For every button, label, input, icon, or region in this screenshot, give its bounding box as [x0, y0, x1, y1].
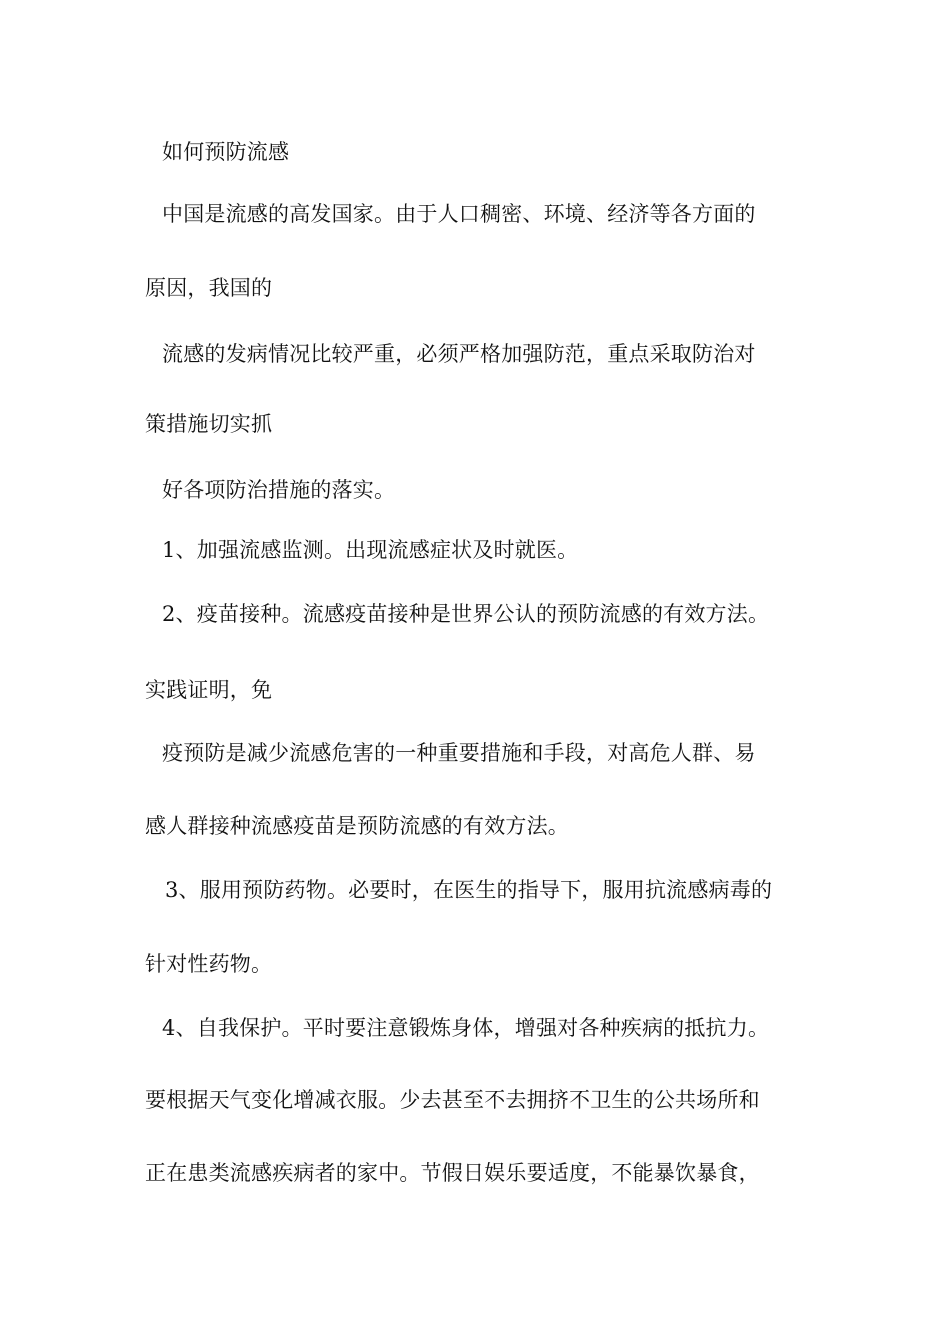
paragraph-line: 好各项防治措施的落实。	[162, 478, 396, 502]
paragraph-line: 要根据天气变化增减衣服。少去甚至不去拥挤不卫生的公共场所和	[145, 1088, 760, 1112]
paragraph-line: 疫预防是减少流感危害的一种重要措施和手段，对高危人群、易	[162, 741, 756, 765]
list-item-4: 4、自我保护。平时要注意锻炼身体，增强对各种疾病的抵抗力。	[162, 1016, 770, 1040]
paragraph-line: 中国是流感的高发国家。由于人口稠密、环境、经济等各方面的	[162, 202, 756, 226]
list-item-1: 1、加强流感监测。出现流感症状及时就医。	[162, 538, 579, 562]
document-title: 如何预防流感	[162, 140, 290, 164]
paragraph-line: 正在患类流感疾病者的家中。节假日娱乐要适度，不能暴饮暴食，	[145, 1161, 760, 1185]
list-item-3: 3、服用预防药物。必要时，在医生的指导下，服用抗流感病毒的	[165, 878, 773, 902]
paragraph-line: 流感的发病情况比较严重，必须严格加强防范，重点采取防治对	[162, 342, 756, 366]
list-item-2: 2、疫苗接种。流感疫苗接种是世界公认的预防流感的有效方法。	[162, 602, 770, 626]
paragraph-line: 感人群接种流感疫苗是预防流感的有效方法。	[145, 814, 569, 838]
paragraph-line: 针对性药物。	[145, 952, 273, 976]
paragraph-line: 原因，我国的	[145, 276, 273, 300]
paragraph-line: 实践证明，免	[145, 678, 273, 702]
paragraph-line: 策措施切实抓	[145, 412, 273, 436]
